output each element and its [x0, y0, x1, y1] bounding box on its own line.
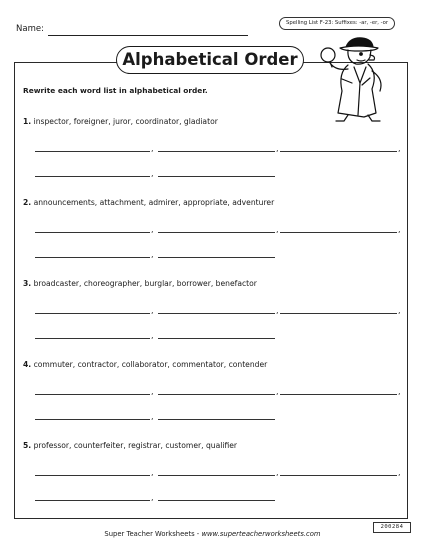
answer-line[interactable]: [158, 232, 275, 233]
separator-comma: ,: [151, 250, 154, 259]
question-number: 3.: [23, 279, 32, 288]
question-word-list: announcements, attachment, admirer, appropriate, adventurer: [33, 198, 275, 207]
question-number: 2.: [23, 198, 32, 207]
question-number: 5.: [23, 441, 32, 450]
answer-line[interactable]: [158, 419, 275, 420]
footer-url-link[interactable]: www.superteacherworksheets.com: [201, 530, 321, 538]
separator-comma: ,: [151, 387, 154, 396]
question-2: [23, 198, 274, 207]
question-number: 4.: [23, 360, 32, 369]
separator-comma: ,: [276, 225, 279, 234]
answer-line[interactable]: [280, 151, 397, 152]
answer-line[interactable]: [158, 475, 275, 476]
separator-comma: ,: [276, 144, 279, 153]
question-5: [23, 441, 237, 450]
answer-line[interactable]: [35, 257, 150, 258]
answer-line[interactable]: [158, 257, 275, 258]
answer-line[interactable]: [280, 313, 397, 314]
answer-line[interactable]: [158, 176, 275, 177]
name-label: Name:: [16, 24, 44, 34]
worksheet-code: 200284: [373, 522, 411, 533]
answer-line[interactable]: [35, 176, 150, 177]
separator-comma: ,: [151, 468, 154, 477]
answer-line[interactable]: [158, 500, 275, 501]
spelling-list-badge: Spelling List F-23: Suffixes: -ar, -er, -or: [279, 17, 395, 30]
answer-line[interactable]: [280, 232, 397, 233]
separator-comma: ,: [151, 225, 154, 234]
answer-line[interactable]: [35, 394, 150, 395]
question-word-list: broadcaster, choreographer, burglar, borrower, benefactor: [33, 279, 257, 288]
worksheet-frame: [14, 62, 408, 519]
question-word-list: professor, counterfeiter, registrar, customer, qualifier: [33, 441, 238, 450]
question-1: [23, 117, 218, 126]
question-4: [23, 360, 267, 369]
separator-comma: ,: [398, 387, 401, 396]
answer-line[interactable]: [35, 151, 150, 152]
separator-comma: ,: [398, 468, 401, 477]
separator-comma: ,: [398, 225, 401, 234]
question-number: 1.: [23, 117, 32, 126]
answer-line[interactable]: [158, 313, 275, 314]
answer-line[interactable]: [35, 338, 150, 339]
separator-comma: ,: [276, 468, 279, 477]
page-footer: [0, 530, 425, 538]
separator-comma: ,: [151, 306, 154, 315]
name-field-line[interactable]: [48, 35, 248, 36]
instructions-text: Rewrite each word list in alphabetical order.: [23, 86, 208, 95]
answer-line[interactable]: [158, 338, 275, 339]
separator-comma: ,: [151, 144, 154, 153]
question-3: [23, 279, 257, 288]
answer-line[interactable]: [35, 232, 150, 233]
question-word-list: inspector, foreigner, juror, coordinator, gladiator: [33, 117, 218, 126]
answer-line[interactable]: [158, 151, 275, 152]
question-word-list: commuter, contractor, collaborator, commentator, contender: [33, 360, 268, 369]
separator-comma: ,: [151, 169, 154, 178]
separator-comma: ,: [151, 493, 154, 502]
separator-comma: ,: [151, 412, 154, 421]
footer-site-name: Super Teacher Worksheets -: [104, 530, 202, 538]
worksheet-title: Alphabetical Order: [116, 46, 304, 74]
answer-line[interactable]: [35, 313, 150, 314]
separator-comma: ,: [398, 306, 401, 315]
answer-line[interactable]: [35, 500, 150, 501]
answer-line[interactable]: [158, 394, 275, 395]
separator-comma: ,: [398, 144, 401, 153]
answer-line[interactable]: [35, 475, 150, 476]
separator-comma: ,: [151, 331, 154, 340]
answer-line[interactable]: [280, 475, 397, 476]
answer-line[interactable]: [35, 419, 150, 420]
separator-comma: ,: [276, 387, 279, 396]
detective-icon: [318, 33, 404, 123]
separator-comma: ,: [276, 306, 279, 315]
answer-line[interactable]: [280, 394, 397, 395]
